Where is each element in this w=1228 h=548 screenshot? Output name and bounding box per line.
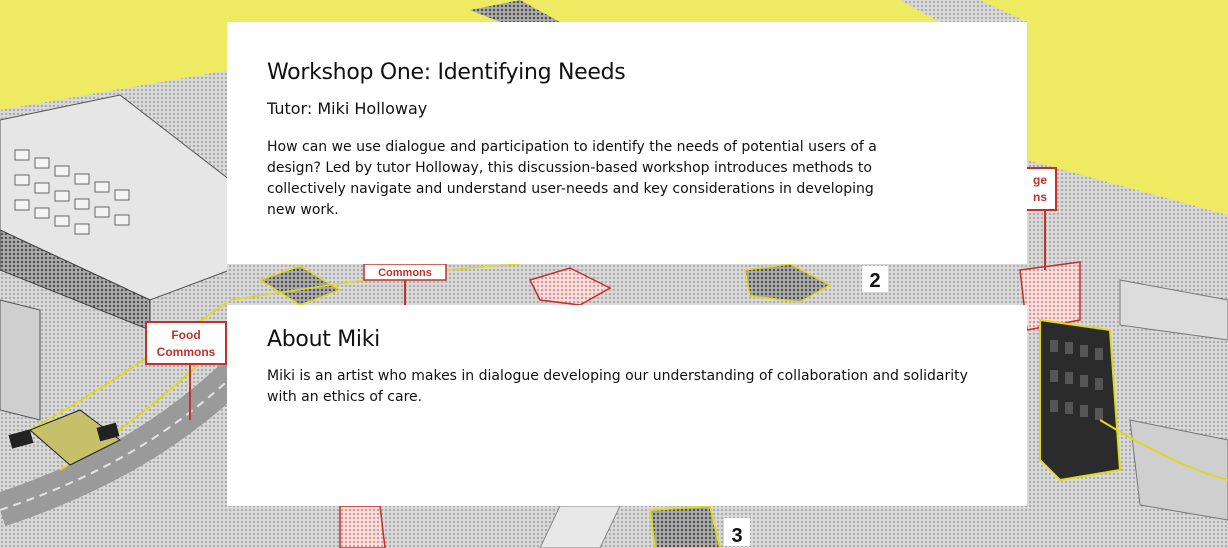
sign-text-partial-top: ge bbox=[1032, 173, 1048, 187]
sign-text-commons: Commons bbox=[156, 345, 216, 359]
workshop-title: Workshop One: Identifying Needs bbox=[267, 60, 626, 85]
about-title: About Miki bbox=[267, 327, 380, 352]
sign-text-commons-top: Commons bbox=[378, 267, 432, 279]
about-description: Miki is an artist who makes in dialogue developing our understanding of collaboration and solidarity with an ethics of care. bbox=[267, 368, 968, 405]
tutor-name: Tutor: Miki Holloway bbox=[267, 99, 428, 118]
sign-text-partial-bottom: ns bbox=[1032, 190, 1048, 204]
about-card bbox=[227, 305, 1027, 506]
sign-text-food: Food bbox=[171, 328, 201, 342]
map-marker-two: 2 bbox=[869, 270, 881, 292]
workshop-card bbox=[227, 22, 1027, 264]
map-marker-three: 3 bbox=[731, 525, 743, 547]
workshop-description: How can we use dialogue and participation to identify the needs of potential users of a design? Led by tutor Holloway, this discussion-based workshop introduces methods to collectively navigate and understand user-needs and key considerations in developing new work. bbox=[267, 139, 877, 218]
